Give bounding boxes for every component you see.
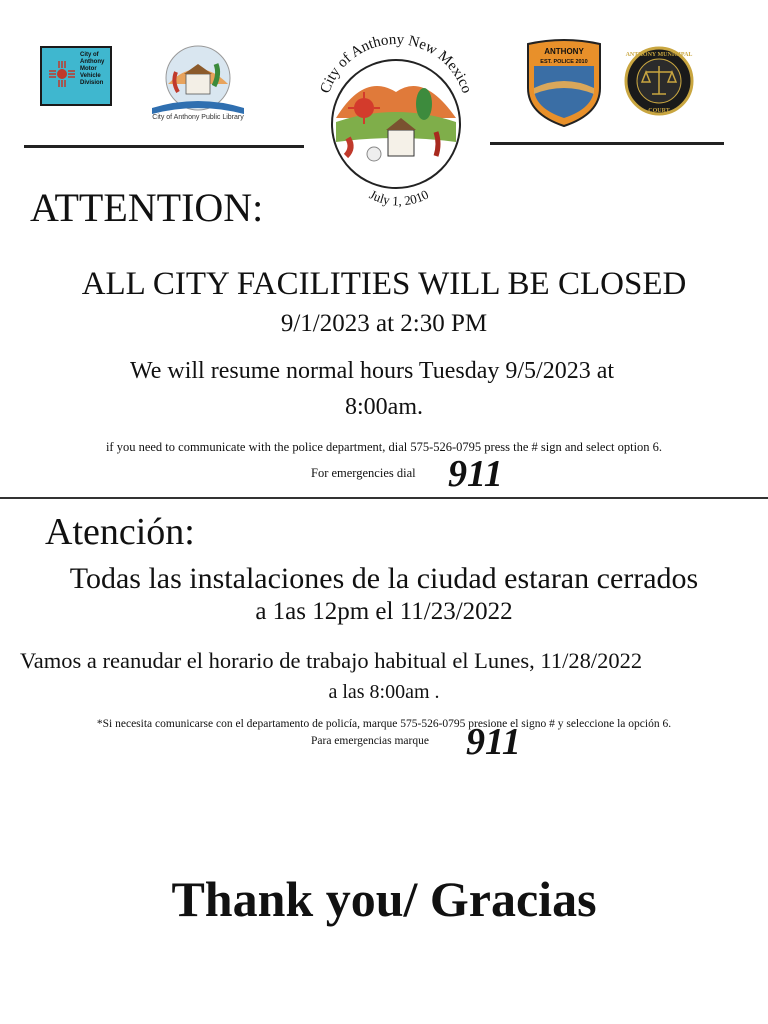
- spanish-resume-line-1: Vamos a reanudar el horario de trabajo habitual el Lunes, 11/28/2022: [20, 648, 643, 673]
- library-book-icon: [146, 44, 250, 124]
- section-divider: [0, 497, 768, 499]
- seal-top-text: City of Anthony New Mexico: [317, 31, 475, 96]
- english-police-instructions: if you need to communicate with the police department, dial 575-526-0795 press the # sign and select option 6.: [105, 440, 663, 454]
- english-closed-notice: ALL CITY FACILITIES WILL BE CLOSED: [81, 266, 687, 302]
- seal-date-text: July 1, 2010: [367, 186, 431, 209]
- english-emergency-number: 911: [448, 453, 503, 495]
- closing-thanks: Thank you/ Gracias: [171, 871, 597, 927]
- svg-text:ANTHONY: ANTHONY: [544, 47, 584, 56]
- police-badge-icon: [522, 38, 606, 128]
- court-scales-icon: [624, 36, 694, 126]
- english-closed-date: 9/1/2023 at 2:30 PM: [280, 310, 488, 337]
- spanish-closed-date: a 1as 12pm el 11/23/2022: [255, 598, 513, 625]
- svg-text:July 1, 2010: [367, 187, 431, 209]
- spanish-police-instructions: *Si necesita comunicarse con el departamento de policía, marque 575-526-0795 presione el signo # y seleccione la opción 6.: [96, 718, 672, 730]
- svg-text:EST. POLICE 2010: EST. POLICE 2010: [540, 59, 588, 65]
- library-caption: City of Anthony Public Library: [152, 114, 244, 121]
- spanish-closed-notice: Todas las instalaciones de la ciudad estaran cerrados: [69, 562, 699, 595]
- svg-text:COURT: COURT: [648, 108, 670, 114]
- spanish-resume-line-2: a las 8:00am .: [328, 681, 440, 703]
- city-seal-icon: [304, 22, 488, 214]
- spanish-emergency-label: Para emergencias marque: [311, 735, 429, 747]
- english-heading: ATTENTION:: [30, 185, 264, 230]
- spanish-emergency-number: 911: [466, 721, 521, 763]
- header-rule-left: [24, 145, 304, 148]
- motor-vehicle-division-logo: [40, 46, 112, 106]
- mvd-logo-text: City of Anthony Motor Vehicle Division: [80, 52, 105, 86]
- english-emergency-label: For emergencies dial: [311, 466, 416, 480]
- english-resume-line-2: 8:00am.: [345, 394, 423, 420]
- header-rule-right: [490, 142, 724, 145]
- spanish-heading: Atención:: [45, 511, 195, 553]
- english-resume-line-1: We will resume normal hours Tuesday 9/5/2023 at: [130, 358, 615, 384]
- zia-sun-icon: [48, 60, 76, 88]
- svg-text:ANTHONY MUNICIPAL: ANTHONY MUNICIPAL: [625, 52, 693, 58]
